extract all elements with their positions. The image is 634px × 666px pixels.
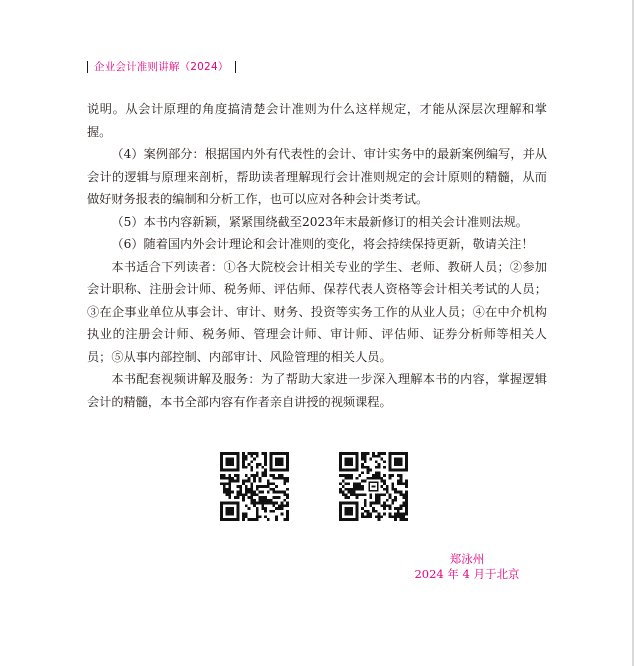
qr-code-left <box>220 452 289 521</box>
paragraph-audience: 本书适合下列读者：①各大院校会计相关专业的学生、老师、教研人员；②参加会计职称、注册会计师、税务师、评估师、保荐代表人资格等会计相关考试的人员；③在企事业单位从事会计、审计、财务、投资等实务工作的从业人员；④在中介机构执业的注册会计师、税务师、管理会计师、审计师、评估师、证券分析师等相关人员；⑤从事内部控制、内部审计、风险管理的相关人员。 <box>87 259 547 364</box>
signature-date: 2024 年 4 月于北京 <box>414 567 520 581</box>
paragraph-updates: （6）随着国内外会计理论和会计准则的变化，将会持续保持更新，敬请关注！ <box>111 237 534 251</box>
qr-code-row <box>220 452 408 521</box>
paragraph-content-new: （5）本书内容新颖，紧紧围绕截至2023年末最新修订的相关会计准则法规。 <box>111 214 528 229</box>
header-left-rule <box>87 61 88 73</box>
paragraph-explanation: 说明。从会计原理的角度搞清楚会计准则为什么这样规定，才能从深层次理解和掌握。 <box>87 102 547 139</box>
header-title: 企业会计准则讲解（2024） <box>94 61 229 73</box>
header-right-rule <box>235 61 236 73</box>
running-header <box>87 59 236 74</box>
paragraph-video-service: 本书配套视频讲解及服务：为了帮助大家进一步深入理解本书的内容，掌握逻辑会计的精髓，本书全部内容有作者亲自讲授的视频课程。 <box>87 372 547 409</box>
paragraph-case-study: （4）案例部分：根据国内外有代表性的会计、审计实务中的最新案例编写，并从会计的逻辑与原理来剖析，帮助读者理解现行会计准则规定的会计原则的精髓，从而做好财务报表的编制和分析工作，也可以应对各种会计类考试。 <box>87 147 547 206</box>
author-name: 郑泳州 <box>449 552 485 566</box>
body-text <box>87 98 547 413</box>
qr-code-right <box>339 452 408 521</box>
